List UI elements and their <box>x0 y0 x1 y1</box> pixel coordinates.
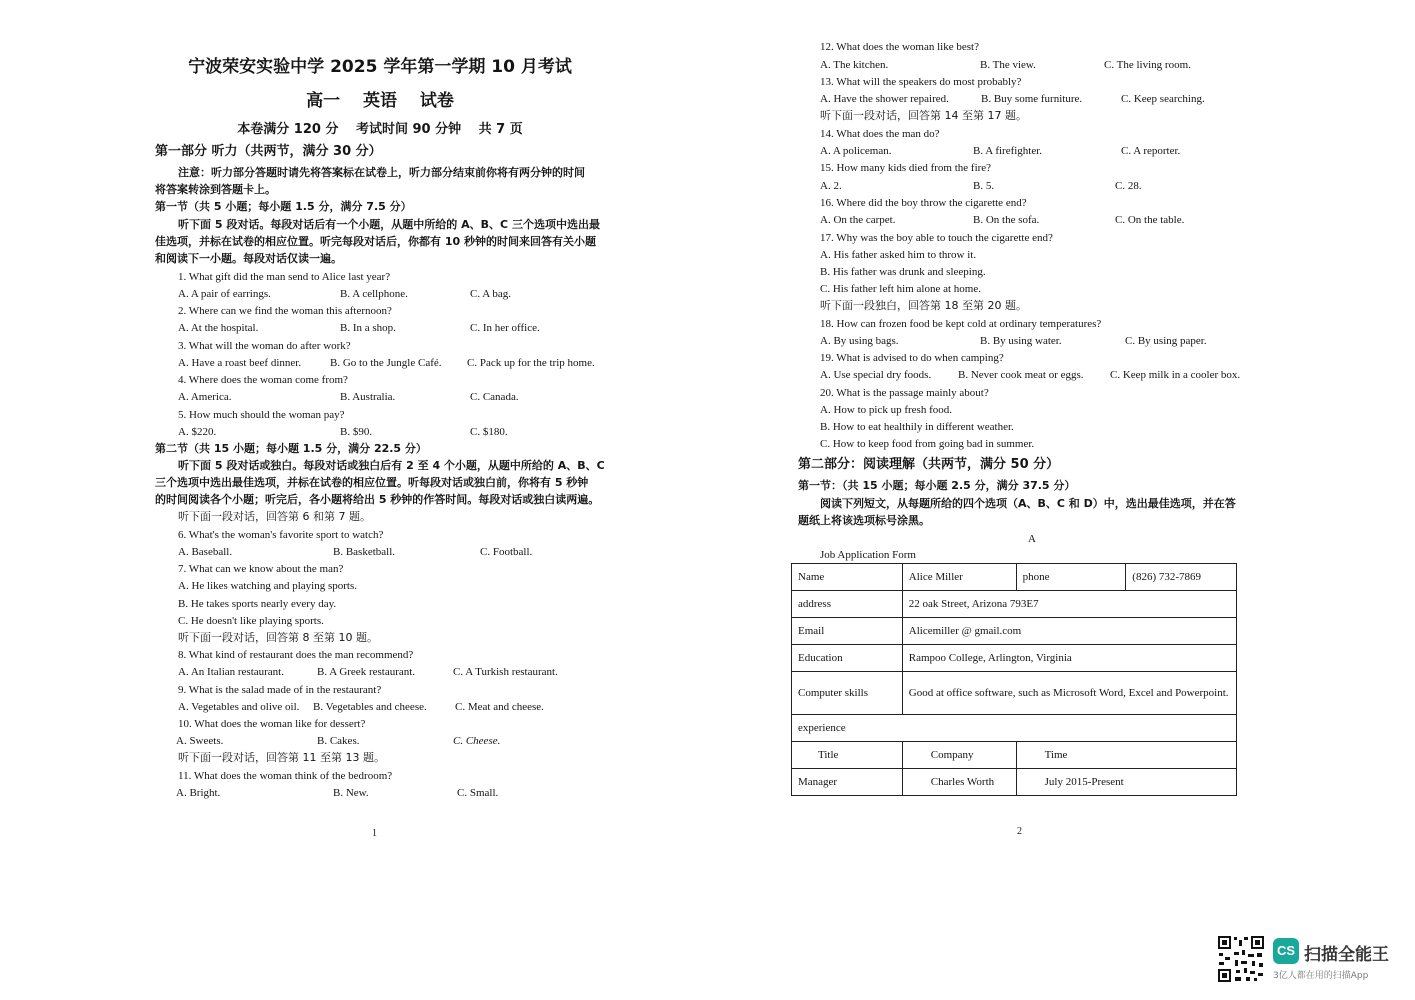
subsection-heading: 第二节（共 15 小题；每小题 1.5 分，满分 22.5 分） <box>155 442 427 455</box>
page-number: 1 <box>372 828 377 839</box>
instruction-line: 佳选项，并标在试卷的相应位置。听完每段对话后，你都有 10 秒钟的时间来回答有关小题 <box>155 235 596 248</box>
question-1: 1. What gift did the man send to Alice last year? <box>178 271 391 283</box>
option-a: A. Have the shower repaired. <box>820 93 949 105</box>
question-2: 2. Where can we find the woman this afternoon? <box>178 305 392 317</box>
option-c: C. Pack up for the trip home. <box>467 357 595 369</box>
option-c: C. Cheese. <box>453 735 501 747</box>
question-9: 9. What is the salad made of in the restaurant? <box>178 684 382 696</box>
dialogue-intro: 听下面一段独白，回答第 18 至第 20 题。 <box>820 299 1027 312</box>
option-c: C. Keep searching. <box>1121 93 1205 105</box>
option-b: B. Cakes. <box>317 735 360 747</box>
job-application-form <box>791 563 1237 796</box>
table-row <box>792 591 1237 618</box>
option-c: C. Keep milk in a cooler box. <box>1110 369 1241 381</box>
table-cell: Manager <box>792 769 903 796</box>
instruction-line: 题纸上将该选项标号涂黑。 <box>798 514 930 527</box>
option-a: A. Sweets. <box>176 735 224 747</box>
instruction-line: 和阅读下一小题。每段对话仅读一遍。 <box>155 252 342 265</box>
option-c: C. $180. <box>470 426 508 438</box>
option-a: A. By using bags. <box>820 335 899 347</box>
dialogue-intro: 听下面一段对话，回答第 11 至第 13 题。 <box>178 751 385 764</box>
table-cell: Charles Worth <box>902 769 1016 796</box>
option-a: A. Use special dry foods. <box>820 369 932 381</box>
form-value: Good at office software, such as Microsoft Word, Excel and Powerpoint. <box>902 672 1236 715</box>
option-b: B. How to eat healthily in different weather. <box>820 421 1014 433</box>
section-heading: 第二部分：阅读理解（共两节，满分 50 分） <box>798 457 1060 472</box>
option-c: C. On the table. <box>1115 214 1185 226</box>
option-a: A. The kitchen. <box>820 59 889 71</box>
option-b: B. On the sofa. <box>973 214 1040 226</box>
table-row <box>792 645 1237 672</box>
option-b: B. A cellphone. <box>340 288 408 300</box>
option-b: B. Vegetables and cheese. <box>313 701 427 713</box>
question-10: 10. What does the woman like for dessert? <box>178 718 366 730</box>
table-row <box>792 742 1237 769</box>
option-a: A. How to pick up fresh food. <box>820 404 952 416</box>
qr-code-icon <box>1217 935 1265 983</box>
form-value: Alicemiller @ gmail.com <box>902 618 1236 645</box>
column-header: Time <box>1016 742 1236 769</box>
option-a: A. Vegetables and olive oil. <box>178 701 300 713</box>
table-row <box>792 672 1237 715</box>
option-b: B. In a shop. <box>340 322 396 334</box>
dialogue-intro: 听下面一段对话，回答第 8 至第 10 题。 <box>178 631 378 644</box>
option-c: C. His father left him alone at home. <box>820 283 981 295</box>
instruction-line: 听下面 5 段对话或独白。每段对话或独白后有 2 至 4 个小题，从题中所给的 A、B、C <box>178 459 605 472</box>
option-b: B. Basketball. <box>333 546 396 558</box>
column-header: Title <box>792 742 903 769</box>
form-value: Rampoo College, Arlington, Virginia <box>902 645 1236 672</box>
app-tagline: 3亿人都在用的扫描App <box>1273 971 1369 981</box>
table-cell: July 2015-Present <box>1016 769 1236 796</box>
option-c: C. Football. <box>480 546 533 558</box>
option-c: C. In her office. <box>470 322 540 334</box>
option-a: A. He likes watching and playing sports. <box>178 580 358 592</box>
form-value: 22 oak Street, Arizona 793E7 <box>902 591 1236 618</box>
option-b: B. His father was drunk and sleeping. <box>820 266 986 278</box>
question-7: 7. What can we know about the man? <box>178 563 344 575</box>
page-number: 2 <box>1017 826 1022 837</box>
question-15: 15. How many kids died from the fire? <box>820 162 992 174</box>
camscanner-logo-icon: CS <box>1273 938 1299 964</box>
option-b: B. He takes sports nearly every day. <box>178 598 337 610</box>
question-6: 6. What's the woman's favorite sport to watch? <box>178 529 384 541</box>
option-a: A. A pair of earrings. <box>178 288 271 300</box>
option-c: C. By using paper. <box>1125 335 1207 347</box>
question-4: 4. Where does the woman come from? <box>178 374 348 386</box>
option-b: B. Australia. <box>340 391 396 403</box>
form-title: Job Application Form <box>820 549 916 561</box>
passage-letter: A <box>1028 533 1036 545</box>
option-a: A. 2. <box>820 180 842 192</box>
question-14: 14. What does the man do? <box>820 128 940 140</box>
form-label: Computer skills <box>792 672 903 715</box>
option-a: A. Baseball. <box>178 546 233 558</box>
option-b: B. A firefighter. <box>973 145 1043 157</box>
form-label: experience <box>792 715 1237 742</box>
option-a: A. Have a roast beef dinner. <box>178 357 302 369</box>
question-11: 11. What does the woman think of the bedroom? <box>178 770 393 782</box>
form-value: Alice Miller <box>902 564 1016 591</box>
form-label: phone <box>1016 564 1126 591</box>
question-13: 13. What will the speakers do most probably? <box>820 76 1022 88</box>
question-18: 18. How can frozen food be kept cold at ordinary temperatures? <box>820 318 1102 330</box>
option-c: C. Small. <box>457 787 499 799</box>
option-b: B. Buy some furniture. <box>981 93 1083 105</box>
option-b: B. New. <box>333 787 369 799</box>
table-row <box>792 618 1237 645</box>
column-header: Company <box>902 742 1016 769</box>
option-b: B. A Greek restaurant. <box>317 666 416 678</box>
question-5: 5. How much should the woman pay? <box>178 409 345 421</box>
instruction-line: 将答案转涂到答题卡上。 <box>155 183 276 196</box>
table-row <box>792 564 1237 591</box>
option-a: A. An Italian restaurant. <box>178 666 284 678</box>
dialogue-intro: 听下面一段对话，回答第 6 和第 7 题。 <box>178 510 371 523</box>
instruction-line: 注意：听力部分答题时请先将答案标在试卷上，听力部分结束前你将有两分钟的时间 <box>178 166 585 179</box>
instruction-line: 听下面 5 段对话。每段对话后有一个小题，从题中所给的 A、B、C 三个选项中选出最 <box>178 218 600 231</box>
question-19: 19. What is advised to do when camping? <box>820 352 1004 364</box>
form-label: Email <box>792 618 903 645</box>
option-a: A. A policeman. <box>820 145 892 157</box>
option-c: C. The living room. <box>1104 59 1191 71</box>
option-b: B. By using water. <box>980 335 1062 347</box>
subsection-heading: 第一节：（共 15 小题；每小题 2.5 分，满分 37.5 分） <box>798 479 1076 492</box>
form-label: Education <box>792 645 903 672</box>
option-c: C. Meat and cheese. <box>455 701 544 713</box>
option-c: C. A bag. <box>470 288 511 300</box>
question-3: 3. What will the woman do after work? <box>178 340 351 352</box>
option-c: C. A Turkish restaurant. <box>453 666 558 678</box>
exam-info: 本卷满分 120 分 考试时间 90 分钟 共 7 页 <box>237 122 523 137</box>
question-20: 20. What is the passage mainly about? <box>820 387 989 399</box>
option-c: C. Canada. <box>470 391 519 403</box>
option-c: C. How to keep food from going bad in summer. <box>820 438 1035 450</box>
form-label: Name <box>792 564 903 591</box>
question-12: 12. What does the woman like best? <box>820 41 979 53</box>
question-17: 17. Why was the boy able to touch the cigarette end? <box>820 232 1053 244</box>
form-label: address <box>792 591 903 618</box>
instruction-line: 的时间阅读各个小题；听完后，各小题将给出 5 秒钟的作答时间。每段对话或独白读两遍。 <box>155 493 600 506</box>
table-row <box>792 715 1237 742</box>
table-row <box>792 769 1237 796</box>
option-a: A. On the carpet. <box>820 214 896 226</box>
dialogue-intro: 听下面一段对话，回答第 14 至第 17 题。 <box>820 109 1027 122</box>
option-b: B. $90. <box>340 426 373 438</box>
option-a: A. $220. <box>178 426 217 438</box>
option-a: A. Bright. <box>176 787 221 799</box>
option-b: B. 5. <box>973 180 995 192</box>
subsection-heading: 第一节（共 5 小题；每小题 1.5 分，满分 7.5 分） <box>155 200 412 213</box>
question-8: 8. What kind of restaurant does the man recommend? <box>178 649 414 661</box>
option-c: C. He doesn't like playing sports. <box>178 615 324 627</box>
exam-title: 宁波荣安实验中学 2025 学年第一学期 10 月考试 <box>188 57 572 77</box>
exam-subtitle: 高一 英语 试卷 <box>306 91 454 111</box>
option-b: B. The view. <box>980 59 1036 71</box>
option-a: A. At the hospital. <box>178 322 259 334</box>
form-value: (826) 732-7869 <box>1126 564 1237 591</box>
option-a: A. America. <box>178 391 232 403</box>
question-16: 16. Where did the boy throw the cigarette end? <box>820 197 1027 209</box>
app-name: 扫描全能王 <box>1304 945 1389 965</box>
option-b: B. Never cook meat or eggs. <box>958 369 1084 381</box>
instruction-line: 三个选项中选出最佳选项，并标在试卷的相应位置。听每段对话或独白前，你将有 5 秒钟 <box>155 476 589 489</box>
option-a: A. His father asked him to throw it. <box>820 249 977 261</box>
option-c: C. A reporter. <box>1121 145 1181 157</box>
section-heading: 第一部分 听力（共两节，满分 30 分） <box>155 144 382 159</box>
instruction-line: 阅读下列短文，从每题所给的四个选项（A、B、C 和 D）中，选出最佳选项，并在答 <box>820 497 1236 510</box>
option-c: C. 28. <box>1115 180 1142 192</box>
option-b: B. Go to the Jungle Café. <box>330 357 442 369</box>
